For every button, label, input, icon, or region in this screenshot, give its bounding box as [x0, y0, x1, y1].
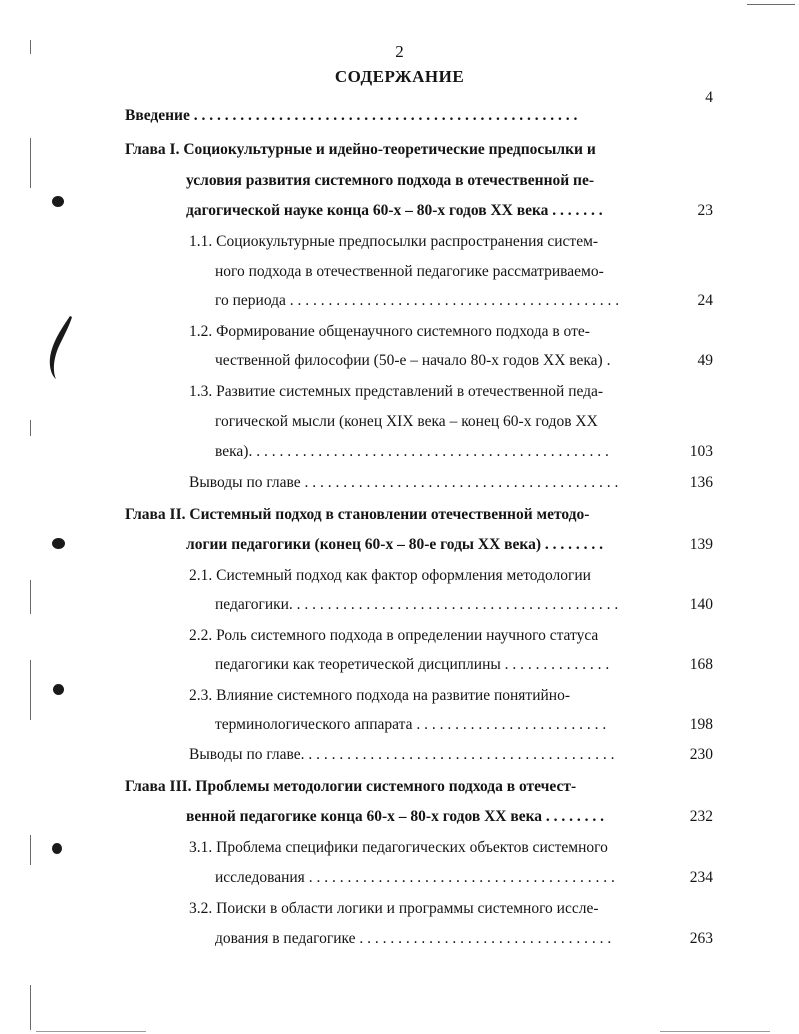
scan-edge-mark [30, 420, 31, 436]
toc-page-number: 198 [689, 716, 713, 733]
toc-page-number: 4 [705, 89, 713, 106]
toc-section-1-3-cont: века). . . . . . . . . . . . . . . . . . . . . . . . . . . . . . . . . . . . . . . . . . . . . . . [215, 443, 609, 460]
toc-introduction: Введение . . . . . . . . . . . . . . . . . . . . . . . . . . . . . . . . . . . . . . . . . . . . . . . . . . [125, 107, 578, 124]
toc-section-1-3-cont: гогической мысли (конец XIX века – конец 60-х годов XX [215, 413, 598, 430]
toc-page-number: 230 [689, 746, 713, 763]
toc-section-2-2-cont: педагогики как теоретической дисциплины . . . . . . . . . . . . . . [215, 656, 610, 673]
scan-edge-mark [747, 4, 795, 5]
toc-section-2-1-cont: педагогики. . . . . . . . . . . . . . . . . . . . . . . . . . . . . . . . . . . . . . . . . . . [215, 596, 619, 613]
pen-stroke-mark [40, 312, 80, 382]
toc-section-2-3: 2.3. Влияние системного подхода на развитие понятийно- [189, 687, 570, 704]
toc-page-number: 136 [689, 474, 713, 491]
toc-page-number: 168 [689, 656, 713, 673]
toc-page-number: 23 [697, 202, 713, 219]
toc-chapter-1-heading-cont: дагогической науке конца 60-х – 80-х годов XX века . . . . . . . [186, 202, 603, 219]
toc-section-3-1-cont: исследования . . . . . . . . . . . . . . . . . . . . . . . . . . . . . . . . . . . . . . . . [215, 869, 615, 886]
scan-hole-mark [53, 684, 64, 695]
page-title: СОДЕРЖАНИЕ [334, 67, 465, 86]
toc-section-1-1: 1.1. Социокультурные предпосылки распространения систем- [189, 233, 599, 250]
toc-section-1-2: 1.2. Формирование общенаучного системного подхода в оте- [189, 323, 590, 340]
toc-chapter-3-heading-cont: венной педагогике конца 60-х – 80-х годов XX века . . . . . . . . [186, 808, 605, 825]
toc-section-3-2: 3.2. Поиски в области логики и программы системного иссле- [189, 900, 599, 917]
toc-page-number: 234 [689, 869, 713, 886]
toc-chapter-2-heading: Глава II. Системный подход в становлении отечественной методо- [125, 506, 590, 523]
toc-chapter-2-heading-cont: логии педагогики (конец 60-х – 80-е годы XX века) . . . . . . . . [186, 536, 604, 553]
scan-edge-mark [36, 1031, 146, 1032]
toc-chapter-3-heading: Глава III. Проблемы методологии системного подхода в отечест- [125, 778, 577, 795]
toc-page-number: 139 [689, 536, 713, 553]
toc-section-1-3: 1.3. Развитие системных представлений в отечественной педа- [189, 383, 604, 400]
toc-page-number: 263 [689, 930, 713, 947]
toc-section-3-1: 3.1. Проблема специфики педагогических объектов системного [189, 839, 608, 856]
toc-section-1-1-cont: го периода . . . . . . . . . . . . . . . . . . . . . . . . . . . . . . . . . . . . . . . . . . . [215, 292, 620, 309]
toc-page-number: 24 [697, 292, 713, 309]
scan-edge-mark [660, 1031, 770, 1032]
toc-page-number: 103 [689, 443, 713, 460]
scan-hole-mark [52, 196, 64, 207]
scan-edge-mark [30, 835, 31, 865]
scan-hole-mark [52, 843, 62, 854]
toc-section-2-3-cont: терминологического аппарата . . . . . . . . . . . . . . . . . . . . . . . . . [215, 716, 607, 733]
scan-hole-mark [52, 538, 65, 549]
scan-edge-mark [30, 138, 31, 188]
scan-edge-mark [30, 580, 31, 614]
scan-edge-mark [30, 40, 31, 54]
toc-conclusions-1: Выводы по главе . . . . . . . . . . . . . . . . . . . . . . . . . . . . . . . . . . . . . . . . . [189, 474, 619, 491]
toc-section-2-1: 2.1. Системный подход как фактор оформления методологии [189, 567, 591, 584]
toc-conclusions-2: Выводы по главе. . . . . . . . . . . . . . . . . . . . . . . . . . . . . . . . . . . . . . . . . [189, 746, 615, 763]
toc-section-1-1-cont: ного подхода в отечественной педагогике рассматриваемо- [215, 263, 604, 280]
toc-chapter-1-heading: Глава I. Социокультурные и идейно-теоретические предпосылки и [125, 141, 596, 158]
toc-page-number: 49 [697, 352, 713, 369]
toc-page-number: 140 [689, 596, 713, 613]
toc-section-3-2-cont: дования в педагогике . . . . . . . . . . . . . . . . . . . . . . . . . . . . . . . . . [215, 930, 612, 947]
toc-chapter-1-heading-cont: условия развития системного подхода в отечественной пе- [186, 172, 595, 189]
scan-edge-mark [30, 985, 31, 1030]
toc-page-number: 232 [689, 808, 713, 825]
toc-section-1-2-cont: чественной философии (50-е – начало 80-х годов XX века) . [215, 352, 611, 369]
toc-section-2-2: 2.2. Роль системного подхода в определении научного статуса [189, 627, 599, 644]
scan-edge-mark [30, 660, 31, 720]
page-number: 2 [395, 42, 404, 61]
